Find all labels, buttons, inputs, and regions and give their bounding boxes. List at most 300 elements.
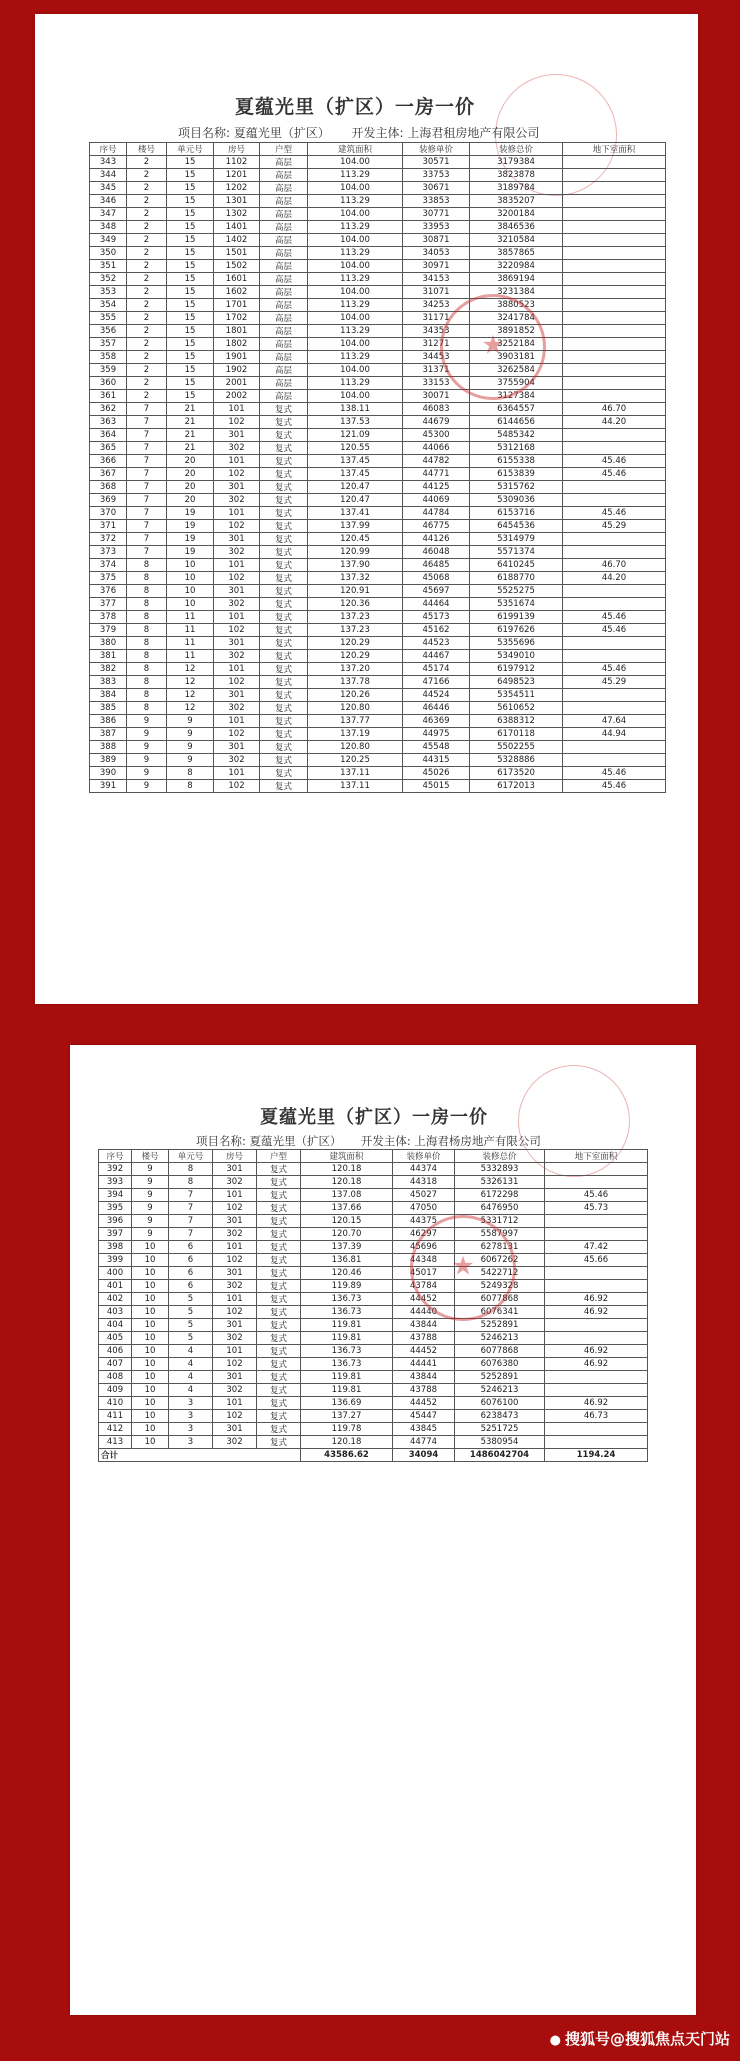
table-cell: 6155338 — [470, 455, 563, 468]
table-cell: 复式 — [260, 689, 308, 702]
table-cell: 45.66 — [545, 1254, 648, 1267]
table-cell: 102 — [214, 572, 260, 585]
table-cell: 120.45 — [308, 533, 403, 546]
table-cell: 353 — [90, 286, 127, 299]
table-cell: 15 — [167, 273, 214, 286]
table-cell: 12 — [167, 689, 214, 702]
column-header: 地下室面积 — [563, 143, 666, 156]
table-cell: 31171 — [403, 312, 470, 325]
table-cell: 301 — [213, 1215, 257, 1228]
table-cell: 120.26 — [308, 689, 403, 702]
table-cell: 47050 — [393, 1202, 455, 1215]
table-cell: 复式 — [257, 1319, 301, 1332]
table-cell: 137.20 — [308, 663, 403, 676]
table-cell: 368 — [90, 481, 127, 494]
table-cell: 44782 — [403, 455, 470, 468]
table-cell: 45026 — [403, 767, 470, 780]
table-cell — [563, 429, 666, 442]
table-cell — [563, 377, 666, 390]
table-cell: 15 — [167, 364, 214, 377]
table-cell: 1901 — [214, 351, 260, 364]
table-cell: 8 — [169, 1176, 213, 1189]
price-table — [89, 142, 666, 793]
table-cell: 406 — [99, 1345, 132, 1358]
table-cell: 301 — [214, 741, 260, 754]
table-cell: 46048 — [403, 546, 470, 559]
table-cell: 6 — [169, 1241, 213, 1254]
table-cell: 349 — [90, 234, 127, 247]
table-cell: 6 — [169, 1280, 213, 1293]
table-cell: 10 — [132, 1332, 169, 1345]
table-row — [99, 1293, 648, 1306]
table-cell: 44784 — [403, 507, 470, 520]
table-cell: 6153839 — [470, 468, 563, 481]
table-cell: 5 — [169, 1306, 213, 1319]
table-cell: 102 — [214, 780, 260, 793]
table-cell: 5587997 — [455, 1228, 545, 1241]
table-row — [90, 221, 666, 234]
table-cell: 2 — [127, 208, 167, 221]
table-cell: 5315762 — [470, 481, 563, 494]
table-row — [90, 611, 666, 624]
table-cell: 301 — [213, 1267, 257, 1280]
table-cell: 408 — [99, 1371, 132, 1384]
table-cell: 102 — [213, 1202, 257, 1215]
table-cell: 3252184 — [470, 338, 563, 351]
table-cell: 34453 — [403, 351, 470, 364]
table-cell: 101 — [214, 559, 260, 572]
table-cell: 10 — [167, 598, 214, 611]
table-cell: 6388312 — [470, 715, 563, 728]
table-row — [90, 260, 666, 273]
table-cell: 5246213 — [455, 1384, 545, 1397]
table-cell: 19 — [167, 533, 214, 546]
total-unit-price: 34094 — [393, 1449, 455, 1462]
table-cell: 136.69 — [301, 1397, 393, 1410]
table-cell: 301 — [213, 1423, 257, 1436]
table-cell — [563, 195, 666, 208]
table-cell: 104.00 — [308, 182, 403, 195]
table-row — [90, 481, 666, 494]
table-cell: 5349010 — [470, 650, 563, 663]
table-cell: 20 — [167, 481, 214, 494]
table-cell: 2 — [127, 338, 167, 351]
table-cell: 6364557 — [470, 403, 563, 416]
table-cell: 12 — [167, 702, 214, 715]
table-cell: 138.11 — [308, 403, 403, 416]
table-cell: 44318 — [393, 1176, 455, 1189]
table-cell: 44066 — [403, 442, 470, 455]
table-cell: 401 — [99, 1280, 132, 1293]
table-cell: 45162 — [403, 624, 470, 637]
table-cell: 复式 — [260, 507, 308, 520]
table-cell: 45.29 — [563, 520, 666, 533]
table-cell: 101 — [213, 1293, 257, 1306]
table-cell: 394 — [99, 1189, 132, 1202]
table-cell: 136.73 — [301, 1293, 393, 1306]
table-cell: 137.11 — [308, 780, 403, 793]
table-cell: 9 — [132, 1228, 169, 1241]
table-cell: 2 — [127, 312, 167, 325]
table-cell — [563, 546, 666, 559]
table-cell: 348 — [90, 221, 127, 234]
table-cell: 45696 — [393, 1241, 455, 1254]
table-cell: 6 — [169, 1254, 213, 1267]
table-cell: 44524 — [403, 689, 470, 702]
table-cell: 346 — [90, 195, 127, 208]
table-cell: 30671 — [403, 182, 470, 195]
table-cell: 复式 — [257, 1228, 301, 1241]
table-cell: 复式 — [260, 754, 308, 767]
table-cell: 6076380 — [455, 1358, 545, 1371]
table-cell: 45173 — [403, 611, 470, 624]
table-cell: 44126 — [403, 533, 470, 546]
table-cell: 46446 — [403, 702, 470, 715]
table-row — [90, 520, 666, 533]
table-cell: 19 — [167, 520, 214, 533]
table-cell: 387 — [90, 728, 127, 741]
table-cell: 120.29 — [308, 650, 403, 663]
table-cell: 复式 — [257, 1293, 301, 1306]
table-cell: 7 — [127, 403, 167, 416]
table-cell: 2 — [127, 156, 167, 169]
table-cell: 34153 — [403, 273, 470, 286]
table-cell: 137.23 — [308, 611, 403, 624]
table-cell: 113.29 — [308, 221, 403, 234]
table-cell: 302 — [213, 1384, 257, 1397]
table-cell: 高层 — [260, 182, 308, 195]
table-cell: 1501 — [214, 247, 260, 260]
table-header-row — [90, 143, 666, 156]
table-cell: 复式 — [257, 1384, 301, 1397]
table-cell: 3857865 — [470, 247, 563, 260]
table-cell: 10 — [132, 1384, 169, 1397]
table-cell: 3891852 — [470, 325, 563, 338]
table-cell: 101 — [214, 455, 260, 468]
table-row — [90, 338, 666, 351]
table-cell: 复式 — [260, 637, 308, 650]
table-cell: 10 — [132, 1293, 169, 1306]
table-cell: 302 — [213, 1436, 257, 1449]
table-row — [99, 1319, 648, 1332]
table-row — [99, 1202, 648, 1215]
table-cell: 2002 — [214, 390, 260, 403]
table-row — [99, 1228, 648, 1241]
table-cell: 11 — [167, 650, 214, 663]
table-cell: 15 — [167, 195, 214, 208]
table-cell: 6153716 — [470, 507, 563, 520]
table-cell: 45015 — [403, 780, 470, 793]
price-list-page-2 — [70, 1045, 696, 2015]
table-cell: 302 — [213, 1332, 257, 1345]
table-cell: 10 — [132, 1410, 169, 1423]
table-cell — [563, 234, 666, 247]
table-cell: 3262584 — [470, 364, 563, 377]
table-row — [90, 494, 666, 507]
table-row — [90, 780, 666, 793]
table-cell: 7 — [127, 507, 167, 520]
table-cell — [545, 1215, 648, 1228]
watermark-footer — [550, 2028, 730, 2049]
table-cell: 45.46 — [563, 468, 666, 481]
table-cell: 高层 — [260, 156, 308, 169]
table-cell: 372 — [90, 533, 127, 546]
table-cell: 5 — [169, 1319, 213, 1332]
table-cell: 2 — [127, 377, 167, 390]
table-cell: 44679 — [403, 416, 470, 429]
table-cell: 302 — [214, 546, 260, 559]
table-cell: 10 — [132, 1345, 169, 1358]
table-cell: 405 — [99, 1332, 132, 1345]
table-cell: 411 — [99, 1410, 132, 1423]
column-header: 装修单价 — [403, 143, 470, 156]
table-row — [99, 1345, 648, 1358]
table-cell: 复式 — [260, 767, 308, 780]
table-cell: 2 — [127, 351, 167, 364]
table-cell: 10 — [132, 1241, 169, 1254]
table-cell: 5380954 — [455, 1436, 545, 1449]
table-cell: 376 — [90, 585, 127, 598]
table-cell: 34053 — [403, 247, 470, 260]
table-cell: 120.29 — [308, 637, 403, 650]
table-cell: 3179384 — [470, 156, 563, 169]
table-cell: 45.46 — [545, 1189, 648, 1202]
table-cell — [563, 741, 666, 754]
table-cell: 复式 — [260, 611, 308, 624]
table-cell: 302 — [214, 650, 260, 663]
table-cell: 复式 — [257, 1345, 301, 1358]
table-cell: 6410245 — [470, 559, 563, 572]
table-cell — [563, 689, 666, 702]
table-cell: 5252891 — [455, 1371, 545, 1384]
table-cell: 119.81 — [301, 1319, 393, 1332]
table-cell: 8 — [167, 780, 214, 793]
column-header: 序号 — [99, 1150, 132, 1163]
table-cell: 5314979 — [470, 533, 563, 546]
column-header: 楼号 — [127, 143, 167, 156]
table-cell: 10 — [167, 572, 214, 585]
table-cell: 403 — [99, 1306, 132, 1319]
table-cell: 9 — [127, 741, 167, 754]
table-cell: 359 — [90, 364, 127, 377]
table-cell: 10 — [132, 1280, 169, 1293]
table-cell: 20 — [167, 455, 214, 468]
table-cell: 34353 — [403, 325, 470, 338]
table-cell — [563, 585, 666, 598]
table-cell: 15 — [167, 234, 214, 247]
table-row — [90, 390, 666, 403]
table-cell — [545, 1319, 648, 1332]
table-cell: 8 — [167, 767, 214, 780]
table-cell: 复式 — [260, 676, 308, 689]
table-cell — [563, 754, 666, 767]
table-cell: 10 — [132, 1319, 169, 1332]
table-cell: 102 — [214, 416, 260, 429]
table-cell: 44.94 — [563, 728, 666, 741]
table-cell: 复式 — [257, 1176, 301, 1189]
table-cell: 44348 — [393, 1254, 455, 1267]
table-cell: 复式 — [260, 442, 308, 455]
table-row — [90, 195, 666, 208]
table-cell: 45068 — [403, 572, 470, 585]
table-cell: 119.78 — [301, 1423, 393, 1436]
total-area: 43586.62 — [301, 1449, 393, 1462]
table-cell: 46.73 — [545, 1410, 648, 1423]
table-cell: 30771 — [403, 208, 470, 221]
table-cell: 119.81 — [301, 1384, 393, 1397]
table-cell: 复式 — [260, 481, 308, 494]
table-cell: 45.46 — [563, 455, 666, 468]
table-cell: 10 — [167, 585, 214, 598]
table-total-row — [99, 1449, 648, 1462]
table-cell: 43845 — [393, 1423, 455, 1436]
column-header: 装修总价 — [455, 1150, 545, 1163]
table-cell: 101 — [214, 767, 260, 780]
table-cell: 15 — [167, 169, 214, 182]
table-cell: 388 — [90, 741, 127, 754]
table-cell: 301 — [214, 429, 260, 442]
table-cell: 365 — [90, 442, 127, 455]
table-cell: 高层 — [260, 390, 308, 403]
table-cell: 9 — [127, 780, 167, 793]
table-row — [99, 1384, 648, 1397]
table-cell: 302 — [214, 598, 260, 611]
table-cell: 385 — [90, 702, 127, 715]
table-cell: 复式 — [257, 1410, 301, 1423]
table-cell: 21 — [167, 442, 214, 455]
table-cell: 复式 — [260, 455, 308, 468]
table-cell: 8 — [127, 702, 167, 715]
table-cell: 10 — [132, 1397, 169, 1410]
table-cell: 复式 — [260, 715, 308, 728]
table-cell: 复式 — [257, 1267, 301, 1280]
table-cell: 369 — [90, 494, 127, 507]
table-cell: 2 — [127, 247, 167, 260]
table-cell: 复式 — [257, 1371, 301, 1384]
table-cell: 119.81 — [301, 1371, 393, 1384]
table-row — [90, 650, 666, 663]
page-title: 夏蕴光里（扩区）一房一价 — [260, 1107, 488, 1128]
table-cell: 45.46 — [563, 780, 666, 793]
table-cell: 21 — [167, 429, 214, 442]
table-cell: 102 — [213, 1358, 257, 1371]
column-header: 建筑面积 — [308, 143, 403, 156]
table-cell: 47.42 — [545, 1241, 648, 1254]
table-row — [90, 702, 666, 715]
table-cell: 120.80 — [308, 741, 403, 754]
table-cell: 1202 — [214, 182, 260, 195]
table-cell: 301 — [214, 689, 260, 702]
table-cell: 高层 — [260, 377, 308, 390]
table-cell: 高层 — [260, 286, 308, 299]
table-cell: 120.18 — [301, 1163, 393, 1176]
table-cell: 137.23 — [308, 624, 403, 637]
table-cell: 43788 — [393, 1332, 455, 1345]
table-cell: 137.19 — [308, 728, 403, 741]
table-cell: 31071 — [403, 286, 470, 299]
table-cell: 15 — [167, 247, 214, 260]
table-cell: 412 — [99, 1423, 132, 1436]
table-cell: 137.53 — [308, 416, 403, 429]
table-cell: 3869194 — [470, 273, 563, 286]
table-cell: 3231384 — [470, 286, 563, 299]
table-cell: 113.29 — [308, 299, 403, 312]
table-cell: 384 — [90, 689, 127, 702]
table-cell: 137.90 — [308, 559, 403, 572]
table-cell: 3835207 — [470, 195, 563, 208]
table-cell: 15 — [167, 286, 214, 299]
table-cell: 3 — [169, 1436, 213, 1449]
table-cell: 4 — [169, 1358, 213, 1371]
table-row — [90, 442, 666, 455]
table-cell: 5 — [169, 1332, 213, 1345]
table-cell: 380 — [90, 637, 127, 650]
table-row — [90, 403, 666, 416]
table-cell: 137.99 — [308, 520, 403, 533]
table-cell: 382 — [90, 663, 127, 676]
table-cell: 301 — [214, 637, 260, 650]
table-row — [90, 182, 666, 195]
table-cell — [563, 156, 666, 169]
table-cell: 43844 — [393, 1371, 455, 1384]
project-name: 项目名称: 夏蕴光里（扩区） — [178, 126, 330, 140]
table-row — [90, 728, 666, 741]
official-seal — [440, 294, 546, 400]
table-cell: 101 — [213, 1345, 257, 1358]
table-cell: 2 — [127, 234, 167, 247]
table-cell: 102 — [213, 1254, 257, 1267]
table-cell: 6170118 — [470, 728, 563, 741]
column-header: 单元号 — [167, 143, 214, 156]
table-cell — [545, 1280, 648, 1293]
column-header: 地下室面积 — [545, 1150, 648, 1163]
table-cell: 11 — [167, 637, 214, 650]
table-cell: 9 — [127, 767, 167, 780]
table-cell: 复式 — [260, 520, 308, 533]
table-cell: 复式 — [257, 1189, 301, 1202]
table-row — [90, 208, 666, 221]
table-cell: 3200184 — [470, 208, 563, 221]
table-cell: 3189784 — [470, 182, 563, 195]
table-cell: 15 — [167, 208, 214, 221]
table-row — [99, 1254, 648, 1267]
table-cell: 19 — [167, 507, 214, 520]
table-cell: 43844 — [393, 1319, 455, 1332]
table-cell: 404 — [99, 1319, 132, 1332]
table-cell: 46485 — [403, 559, 470, 572]
table-cell — [563, 494, 666, 507]
table-row — [90, 767, 666, 780]
table-cell: 120.18 — [301, 1176, 393, 1189]
table-cell: 43788 — [393, 1384, 455, 1397]
table-cell: 34253 — [403, 299, 470, 312]
table-cell: 44771 — [403, 468, 470, 481]
table-cell: 136.81 — [301, 1254, 393, 1267]
table-cell: 1601 — [214, 273, 260, 286]
table-cell: 5351674 — [470, 598, 563, 611]
table-cell: 5355696 — [470, 637, 563, 650]
table-cell: 102 — [213, 1410, 257, 1423]
sohu-paw-icon: ● — [549, 2033, 561, 2048]
table-row — [99, 1306, 648, 1319]
table-cell: 137.77 — [308, 715, 403, 728]
table-row — [90, 156, 666, 169]
table-cell — [563, 273, 666, 286]
table-cell: 2 — [127, 221, 167, 234]
table-cell: 复式 — [260, 728, 308, 741]
table-cell: 45027 — [393, 1189, 455, 1202]
table-cell: 302 — [213, 1280, 257, 1293]
